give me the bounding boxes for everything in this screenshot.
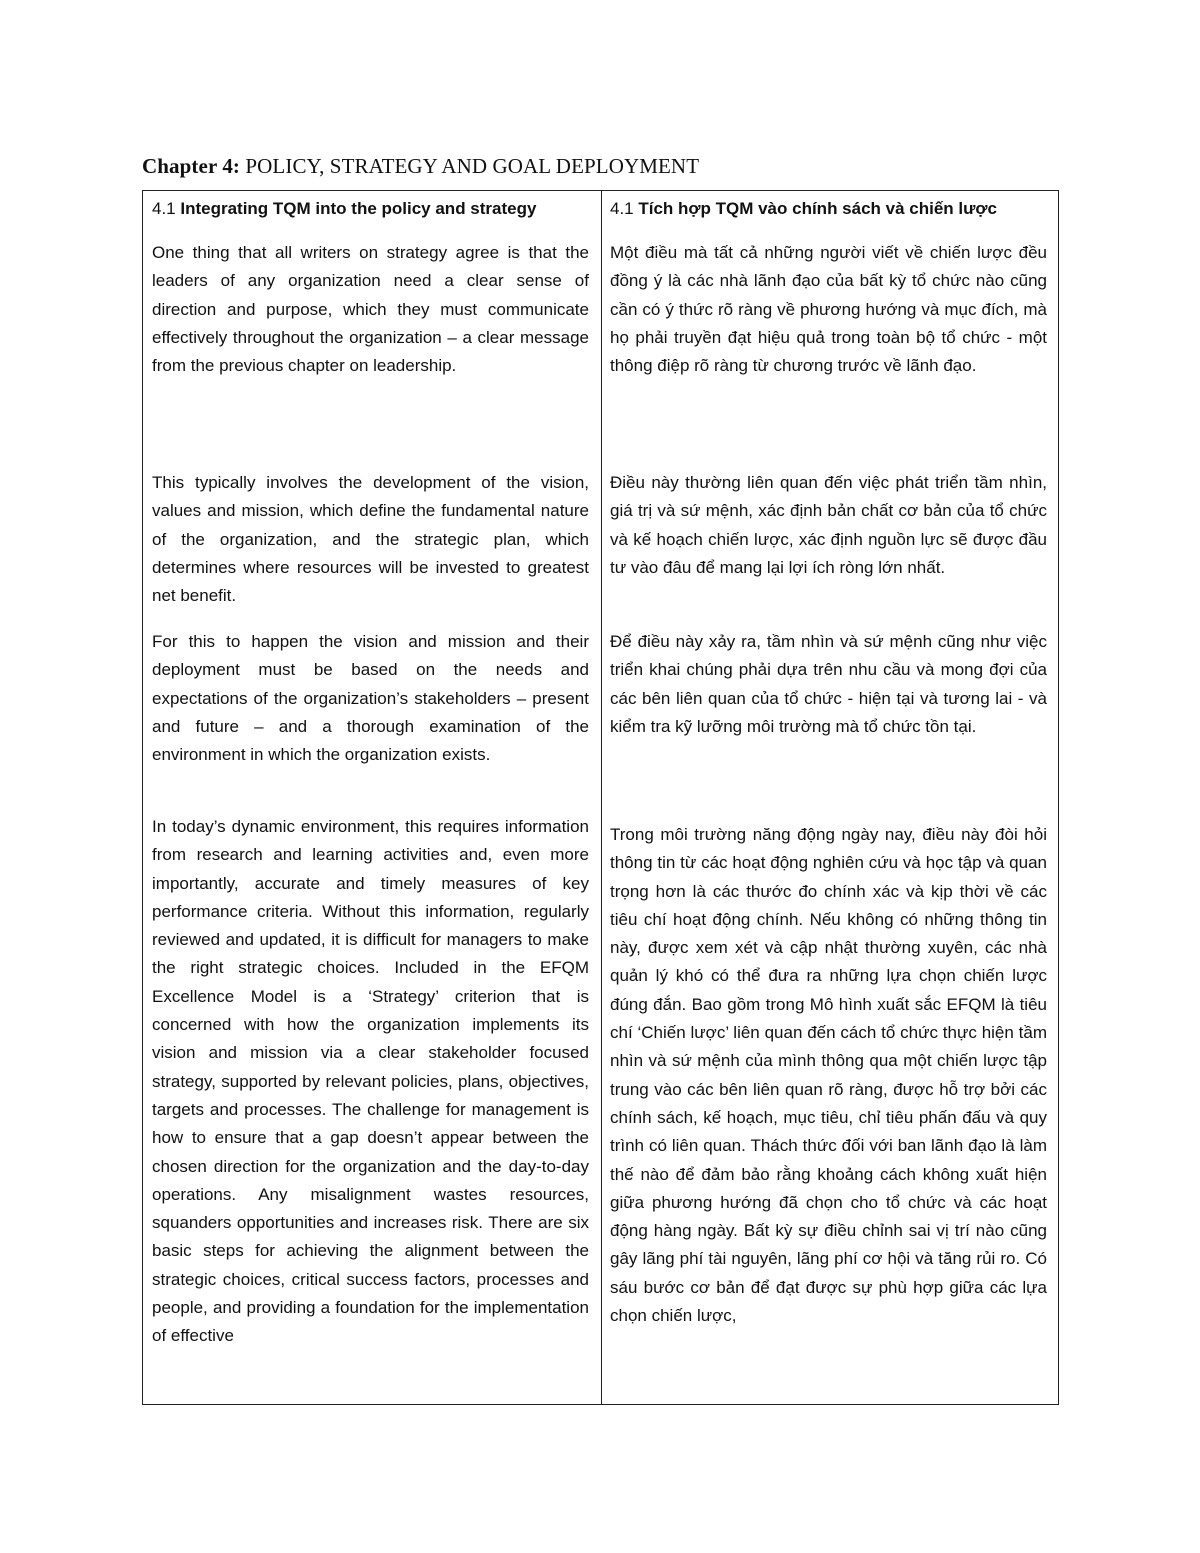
paragraph-english-1: One thing that all writers on strategy agree is that the leaders of any organization need a clear sense of direction and purpose, which they must communicate effectively throughout the organization – a clear message from the previous chapter on leadership. <box>152 243 589 376</box>
section-number-english: 4.1 <box>152 199 176 218</box>
paragraph-english-3: For this to happen the vision and mission and their deployment must be based on the needs and expectations of the organization’s stakeholders – present and future – and a thorough examination of the environment in which the organization exists. <box>152 632 589 765</box>
chapter-prefix: Chapter 4: <box>142 154 241 178</box>
paragraph-english-4: In today’s dynamic environment, this requires information from research and learning activities and, even more importantly, accurate and timely measures of key performance criteria. Without this information, regularly reviewed and updated, it is difficult for managers to make the right strategic choices. Included in the EFQM Excellence Model is a ‘Strategy’ criterion that is concerned with how the organization implements its vision and mission via a clear stakeholder focused strategy, supported by relevant policies, plans, objectives, targets and processes. The challenge for management is how to ensure that a gap doesn’t appear between the chosen direction for the organization and the day-to-day operations. Any misalignment wastes resources, squanders opportunities and increases risk. There are six basic steps for achieving the alignment between the strategic choices, critical success factors, processes and people, and providing a foundation for the implementation of effective <box>152 817 589 1346</box>
column-divider <box>601 191 602 1404</box>
bilingual-table <box>142 190 1059 1405</box>
section-heading-english <box>152 195 589 223</box>
section-title-vietnamese: Tích hợp TQM vào chính sách và chiến lược <box>633 199 997 218</box>
section-title-english: Integrating TQM into the policy and strategy <box>175 199 537 218</box>
section-number-vietnamese: 4.1 <box>610 199 634 218</box>
paragraph-english-2: This typically involves the development of the vision, values and mission, which define the fundamental nature of the organization, and the strategic plan, which determines where resources will be invested to greatest net benefit. <box>152 473 589 606</box>
paragraph-vietnamese-2: Điều này thường liên quan đến việc phát triển tầm nhìn, giá trị và sứ mệnh, xác định bản chất cơ bản của tổ chức và kế hoạch chiến lược, xác định nguồn lực sẽ được đầu tư vào đâu để mang lại lợi ích ròng lớn nhất. <box>610 473 1047 577</box>
paragraph-vietnamese-1: Một điều mà tất cả những người viết về chiến lược đều đồng ý là các nhà lãnh đạo của bất kỳ tổ chức nào cũng cần có ý thức rõ ràng về phương hướng và mục đích, mà họ phải truyền đạt hiệu quả trong toàn bộ tổ chức - một thông điệp rõ ràng từ chương trước về lãnh đạo. <box>610 243 1047 376</box>
paragraph-vietnamese-3: Để điều này xảy ra, tầm nhìn và sứ mệnh cũng như việc triển khai chúng phải dựa trên nhu cầu và mong đợi của các bên liên quan của tổ chức - hiện tại và tương lai - và kiểm tra kỹ lưỡng môi trường mà tổ chức tồn tại. <box>610 632 1047 736</box>
paragraph-vietnamese-4: Trong môi trường năng động ngày nay, điều này đòi hỏi thông tin từ các hoạt động nghiên cứu và học tập và quan trọng hơn là các thước đo chính xác và kịp thời về các tiêu chí hoạt động chính. Nếu không có những thông tin này, được xem xét và cập nhật thường xuyên, các nhà quản lý khó có thể đưa ra những lựa chọn chiến lược đúng đắn. Bao gồm trong Mô hình xuất sắc EFQM là tiêu chí ‘Chiến lược’ liên quan đến cách tổ chức thực hiện tầm nhìn và sứ mệnh của mình thông qua một chiến lược tập trung vào các bên liên quan rõ ràng, được hỗ trợ bởi các chính sách, kế hoạch, mục tiêu, chỉ tiêu phấn đấu và quy trình có liên quan. Thách thức đối với ban lãnh đạo là làm thế nào để đảm bảo rằng khoảng cách không xuất hiện giữa phương hướng đã chọn cho tổ chức và các hoạt động hàng ngày. Bất kỳ sự điều chỉnh sai vị trí nào cũng gây lãng phí tài nguyên, lãng phí cơ hội và tăng rủi ro. Có sáu bước cơ bản để đạt được sự phù hợp giữa các lựa chọn chiến lược, <box>610 825 1047 1326</box>
chapter-title <box>142 154 699 179</box>
section-heading-vietnamese <box>610 195 1047 223</box>
chapter-name: POLICY, STRATEGY AND GOAL DEPLOYMENT <box>240 154 700 178</box>
